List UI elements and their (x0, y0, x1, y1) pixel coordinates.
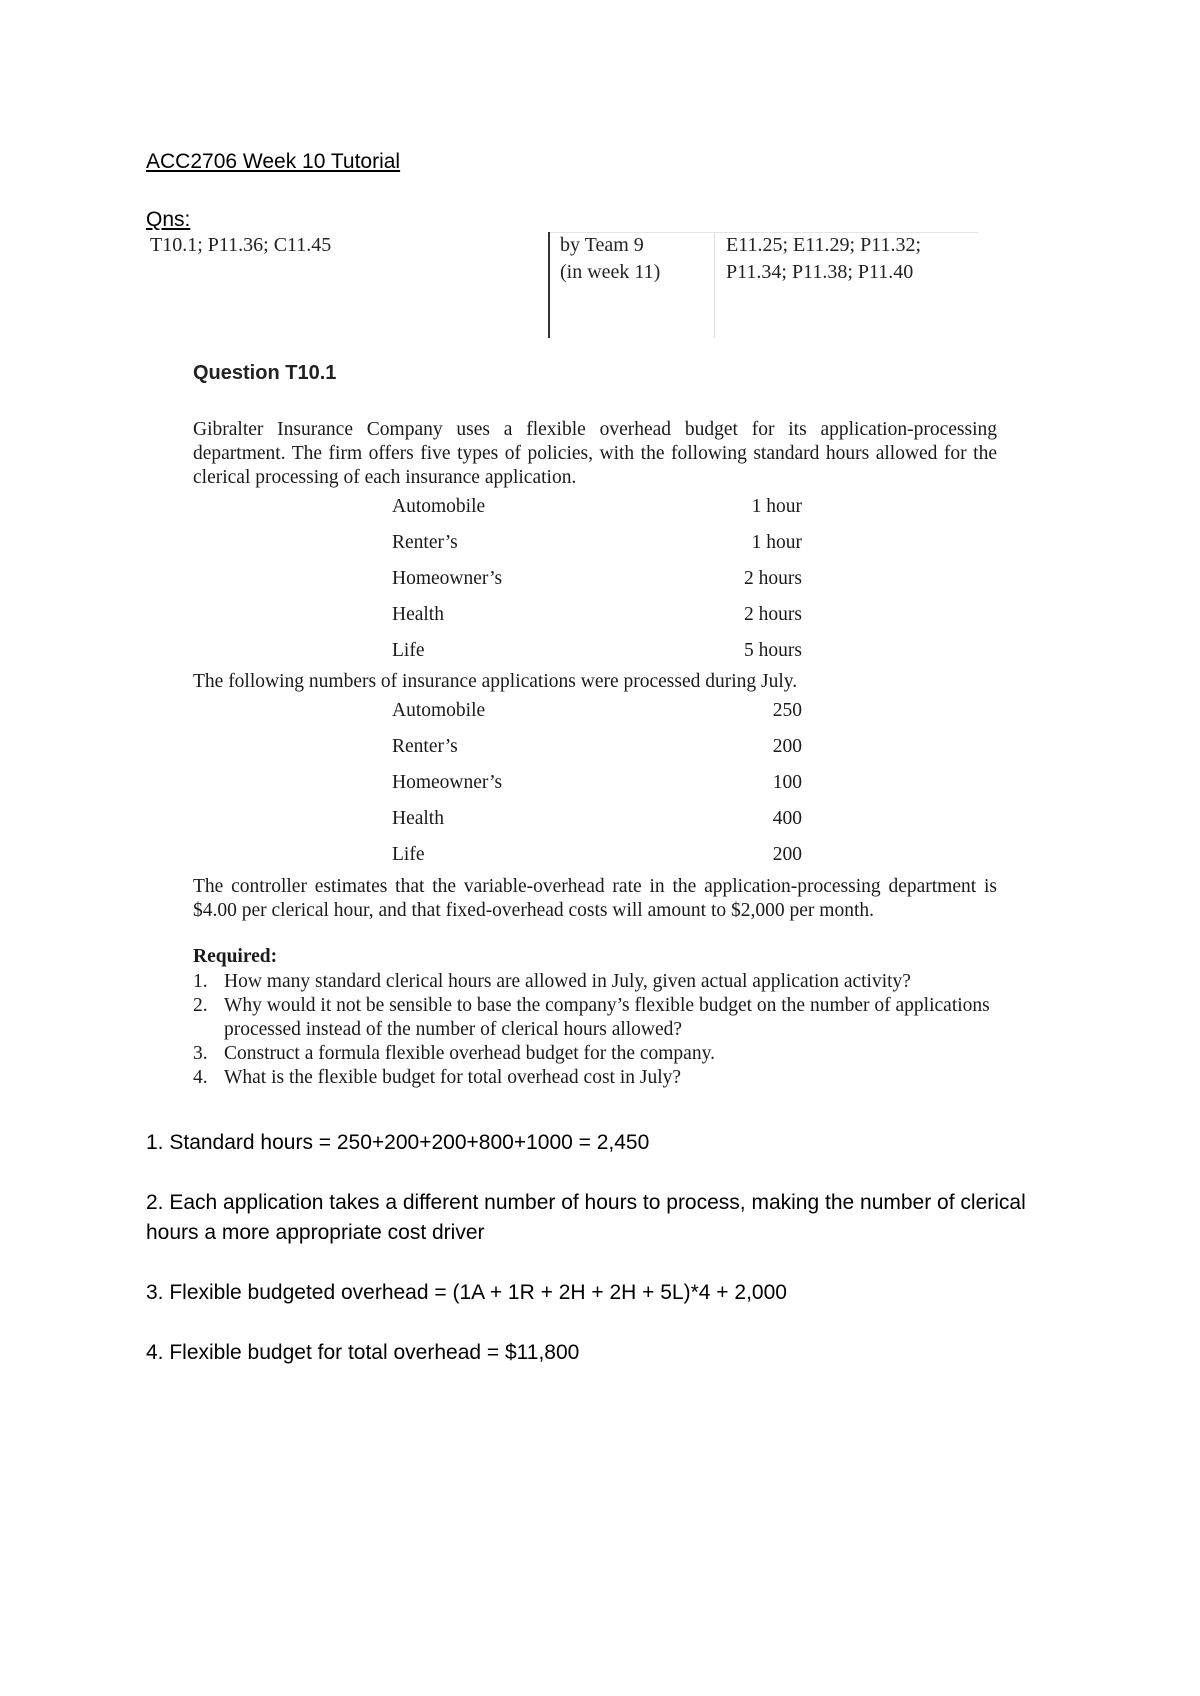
table-row (392, 768, 802, 804)
questions-label: Qns: (146, 208, 191, 231)
team-cell (560, 232, 660, 286)
item-text: What is the flexible budget for total overhead cost in July? (224, 1067, 682, 1088)
required-heading: Required: (193, 946, 278, 967)
policy-hours: 2 hours (744, 568, 802, 589)
team-questions-cell (726, 232, 921, 286)
item-text: Construct a formula flexible overhead budget for the company. (224, 1043, 715, 1064)
table-row (392, 696, 802, 732)
policy-label: Automobile (392, 496, 486, 517)
answer-2: 2. Each application takes a different number of hours to process, making the number of clerical hours a more appropriate cost driver (146, 1191, 1026, 1244)
policy-label: Life (392, 640, 425, 661)
list-item (193, 994, 993, 1042)
applications-count: 200 (772, 736, 802, 757)
assigned-questions-line: T10.1; P11.36; C11.45 (150, 234, 332, 256)
processed-intro: The following numbers of insurance applications were processed during July. (193, 671, 798, 692)
document-title: ACC2706 Week 10 Tutorial (146, 150, 401, 173)
policy-label: Renter’s (392, 736, 458, 757)
policy-hours: 1 hour (751, 532, 802, 553)
applications-count: 250 (772, 700, 802, 721)
question-intro: Gibralter Insurance Company uses a flexible overhead budget for its application-processing department. The firm offers five types of policies, with the following standard hours allowed for the clerical processing of each insurance application. (193, 419, 997, 488)
item-number: 1. (193, 971, 208, 992)
item-text: How many standard clerical hours are allowed in July, given actual application activity? (224, 971, 911, 992)
table-row (392, 840, 802, 876)
policy-hours: 1 hour (751, 496, 802, 517)
policy-label: Automobile (392, 700, 486, 721)
item-text: Why would it not be sensible to base the company’s flexible budget on the number of applications processed instead of the number of clerical hours allowed? (224, 995, 990, 1040)
standard-hours-table (392, 492, 802, 672)
table-row (392, 528, 802, 564)
applications-count: 400 (772, 808, 802, 829)
item-number: 4. (193, 1067, 208, 1088)
policy-label: Health (392, 604, 444, 625)
list-item (193, 1066, 993, 1090)
policy-label: Renter’s (392, 532, 458, 553)
applications-count: 200 (772, 844, 802, 865)
list-item (193, 970, 993, 994)
policy-label: Homeowner’s (392, 568, 503, 589)
applications-count: 100 (772, 772, 802, 793)
policy-label: Health (392, 808, 444, 829)
table-row (392, 804, 802, 840)
question-heading: Question T10.1 (193, 362, 337, 384)
required-list (193, 970, 993, 1090)
team-questions-line: P11.34; P11.38; P11.40 (726, 261, 914, 283)
team-line: by Team 9 (560, 234, 644, 256)
table-row (392, 564, 802, 600)
policy-hours: 2 hours (744, 604, 802, 625)
item-number: 3. (193, 1043, 208, 1064)
answer-3: 3. Flexible budgeted overhead = (1A + 1R + 2H + 2H + 5L)*4 + 2,000 (146, 1281, 787, 1304)
policy-hours: 5 hours (744, 640, 802, 661)
table-row (392, 492, 802, 528)
table-row (392, 600, 802, 636)
table-divider (548, 232, 550, 338)
table-row (392, 636, 802, 672)
answer-1: 1. Standard hours = 250+200+200+800+1000 = 2,450 (146, 1131, 650, 1154)
question-assignment-table (146, 232, 978, 338)
team-week-line: (in week 11) (560, 261, 661, 283)
answer-4: 4. Flexible budget for total overhead = $11,800 (146, 1341, 580, 1364)
team-questions-line: E11.25; E11.29; P11.32; (726, 234, 921, 256)
item-number: 2. (193, 995, 208, 1016)
controller-note: The controller estimates that the variable-overhead rate in the application-processing department is $4.00 per clerical hour, and that fixed-overhead costs will amount to $2,000 per month. (193, 876, 997, 921)
table-divider-light (714, 232, 715, 338)
list-item (193, 1042, 993, 1066)
table-row (392, 732, 802, 768)
policy-label: Life (392, 844, 425, 865)
answers-section (146, 1128, 1026, 1398)
assigned-questions-cell (150, 232, 331, 259)
applications-table (392, 696, 802, 876)
policy-label: Homeowner’s (392, 772, 503, 793)
required-section (193, 946, 993, 1090)
